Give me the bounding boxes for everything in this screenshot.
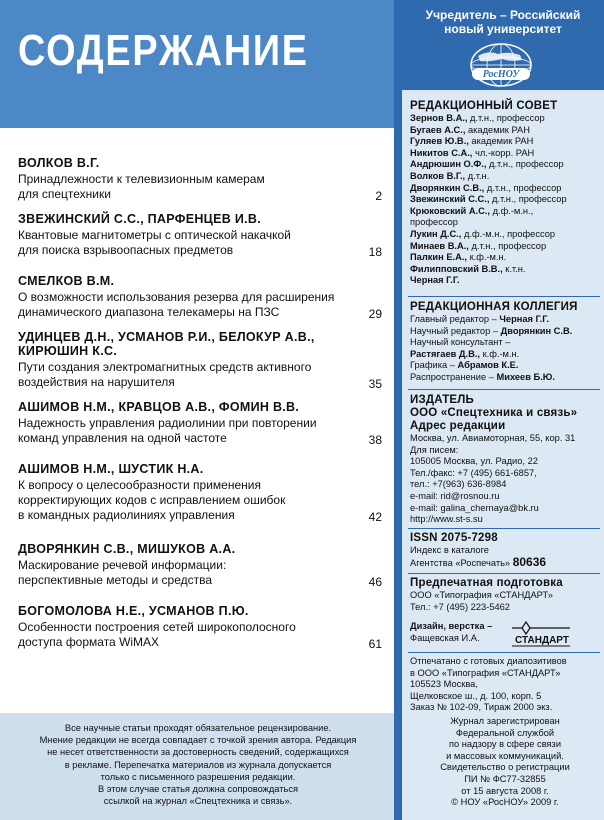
- article-page: 61: [368, 637, 382, 651]
- article-page: 42: [368, 510, 382, 524]
- issn-number: ISSN 2075-7298: [410, 532, 498, 544]
- address-heading: Адрес редакции: [410, 420, 506, 432]
- board-member: Крюковский А.С., д.ф.-м.н.,: [410, 205, 534, 216]
- section-rule: [408, 528, 600, 529]
- article-entry[interactable]: [18, 212, 384, 274]
- publisher-name: ООО «Спецтехника и связь»: [410, 407, 578, 419]
- prepress-heading: Предпечатная подготовка: [410, 577, 563, 589]
- article-authors: УДИНЦЕВ Д.Н., УСМАНОВ Р.И., БЕЛОКУР А.В., КИРЮШИН К.С.: [18, 330, 315, 358]
- board-member: Филипповский В.В., к.т.н.: [410, 263, 526, 274]
- article-title: Принадлежности к телевизионным камерам для спецтехники: [18, 172, 265, 201]
- prepress-block: Предпечатная подготовка ООО «Типография «СТАНДАРТ» Тел.: +7 (495) 223-5462 Дизайн, верстка – Фащевская И.А.: [410, 577, 600, 644]
- website-link[interactable]: http://www.st-s.su: [410, 514, 483, 525]
- article-title: О возможности использования резерва для расширения динамического диапазона телекамеры на ПЗС: [18, 290, 335, 319]
- article-title: Квантовые магнитометры с оптической накачкой для поиска взрывоопасных предметов: [18, 228, 291, 257]
- article-entry[interactable]: [18, 156, 384, 212]
- email-link[interactable]: e-mail: rid@rosnou.ru: [410, 490, 500, 501]
- board-member: Волков В.Г., д.т.н.: [410, 170, 490, 181]
- article-page: 46: [368, 575, 382, 589]
- subscription-index: 80636: [512, 554, 547, 569]
- article-entry[interactable]: [18, 604, 384, 660]
- article-authors: БОГОМОЛОВА Н.Е., УСМАНОВ П.Ю.: [18, 604, 249, 618]
- article-page: 18: [368, 245, 382, 259]
- board-member: Зернов В.А., д.т.н., профессор: [410, 113, 545, 123]
- collegium-heading: РЕДАКЦИОННАЯ КОЛЛЕГИЯ: [410, 301, 578, 313]
- article-authors: АШИМОВ Н.М., ШУСТИК Н.А.: [18, 462, 204, 476]
- editorial-board: [410, 100, 600, 287]
- registration-block: Журнал зарегистрирован Федеральной службой по надзору в сфере связи и массовых коммуникаций. Свидетельство о регистрации ПИ № ФС77-32855 от 15 августа 2008 г. © НОУ «РосНОУ» 2009 г.: [440, 716, 570, 808]
- article-authors: ВОЛКОВ В.Г.: [18, 156, 100, 170]
- rosnou-globe-logo: [458, 42, 544, 88]
- section-rule: [408, 296, 600, 297]
- board-member: Лукин Д.С., д.ф.-м.н., профессор: [410, 228, 556, 239]
- board-member: Андрюшин О.Ф., д.т.н., профессор: [410, 159, 564, 170]
- editorial-collegium: РЕДАКЦИОННАЯ КОЛЛЕГИЯ Главный редактор – Черная Г.Г. Научный редактор – Дворянкин С.В. Научный консультант – Растягаев Д.В., к.ф.-м.н. Графика – Абрамов К.Е. Распространение – Михеев Б.Ю.: [410, 301, 600, 384]
- article-title: Пути создания электромагнитных средств активного воздействия на нарушителя: [18, 360, 312, 389]
- board-heading: РЕДАКЦИОННЫЙ СОВЕТ: [410, 100, 558, 112]
- svg-text:СТАНДАРТ: СТАНДАРТ: [515, 635, 569, 646]
- contents-header-band: [0, 0, 394, 128]
- section-rule: [408, 389, 600, 390]
- email-link[interactable]: e-mail: galina_chernaya@bk.ru: [410, 502, 539, 513]
- board-member: Гуляев Ю.В., академик РАН: [410, 136, 534, 147]
- article-page: 2: [375, 189, 382, 203]
- article-page: 38: [368, 433, 382, 447]
- article-entry[interactable]: [18, 400, 384, 462]
- board-member: профессор: [410, 217, 458, 228]
- section-rule: [408, 652, 600, 653]
- board-member: Минаев В.А., д.т.н., профессор: [410, 240, 547, 251]
- section-rule: [408, 573, 600, 574]
- disclaimer-text: Все научные статьи проходят обязательное рецензирование. Мнение редакции не всегда совпадает с точкой зрения автора. Редакция не несет ответственности за достоверность сведений, содержащихся в рекламе. Перепечатка материалов из журнала допускается только с письменного разрешения редакции. В этом случае статья должна сопровождаться ссылкой на журнал «Спецтехника и связь».: [39, 723, 357, 807]
- contents-title: СОДЕРЖАНИЕ: [18, 26, 309, 75]
- board-member: Дворянкин С.В., д.т.н., профессор: [410, 182, 562, 193]
- article-authors: АШИМОВ Н.М., КРАВЦОВ А.В., ФОМИН В.В.: [18, 400, 300, 414]
- article-authors: ДВОРЯНКИН С.В., МИШУКОВ А.А.: [18, 542, 236, 556]
- article-page: 35: [368, 377, 382, 391]
- board-member: Звежинский С.С., д.т.н., профессор: [410, 194, 567, 205]
- article-title: Надежность управления радиолинии при повторении команд управления на одной частоте: [18, 416, 317, 445]
- board-member: Бугаев А.С., академик РАН: [410, 124, 530, 135]
- article-authors: СМЕЛКОВ В.М.: [18, 274, 115, 288]
- articles-list: [18, 156, 384, 660]
- article-title: К вопросу о целесообразности применения корректирующих кодов с исправлением ошибок в командных радиолиниях управления: [18, 478, 286, 522]
- article-entry[interactable]: [18, 330, 384, 400]
- board-member: Черная Г.Г.: [410, 275, 460, 286]
- article-page: 29: [368, 307, 382, 321]
- article-entry[interactable]: [18, 274, 384, 330]
- board-member: Палкин Е.А., к.ф.-м.н.: [410, 252, 507, 263]
- print-block: Отпечатано с готовых диапозитивов в ООО «Типография «СТАНДАРТ» 105523 Москва, Щелковское ш., д. 100, корп. 5 Заказ № 102-09, Тираж 2000 экз.: [410, 656, 567, 713]
- article-title: Особенности построения сетей широкополосного доступа формата WiMAX: [18, 620, 296, 649]
- article-entry[interactable]: [18, 542, 384, 604]
- article-entry[interactable]: [18, 462, 384, 542]
- publisher-block: ИЗДАТЕЛЬ ООО «Спецтехника и связь» Адрес редакции Москва, ул. Авиамоторная, 55, кор. 31 Для писем: 105005 Москва, ул. Радио, 22 Тел./факс: +7 (495) 661-6857, тел.: +7(963) 636-8984 e-mail: rid@rosnou.ru e-mail: galina_chernaya@bk.ru http://www.st-s.su: [410, 394, 600, 526]
- standart-print-logo: [508, 620, 574, 648]
- column-divider: [394, 0, 402, 820]
- board-member: Никитов С.А., чл.-корр. РАН: [410, 147, 535, 158]
- founder-text: Учредитель – Российский новый университет: [425, 8, 581, 36]
- article-title: Маскирование речевой информации: перспективные методы и средства: [18, 558, 227, 587]
- article-authors: ЗВЕЖИНСКИЙ С.С., ПАРФЕНЦЕВ И.В.: [18, 212, 261, 226]
- svg-text:РосНОУ: РосНОУ: [482, 69, 520, 80]
- issn-block: ISSN 2075-7298 Индекс в каталоге Агентства «Роспечать» 80636: [410, 532, 600, 569]
- publisher-heading: ИЗДАТЕЛЬ: [410, 394, 475, 406]
